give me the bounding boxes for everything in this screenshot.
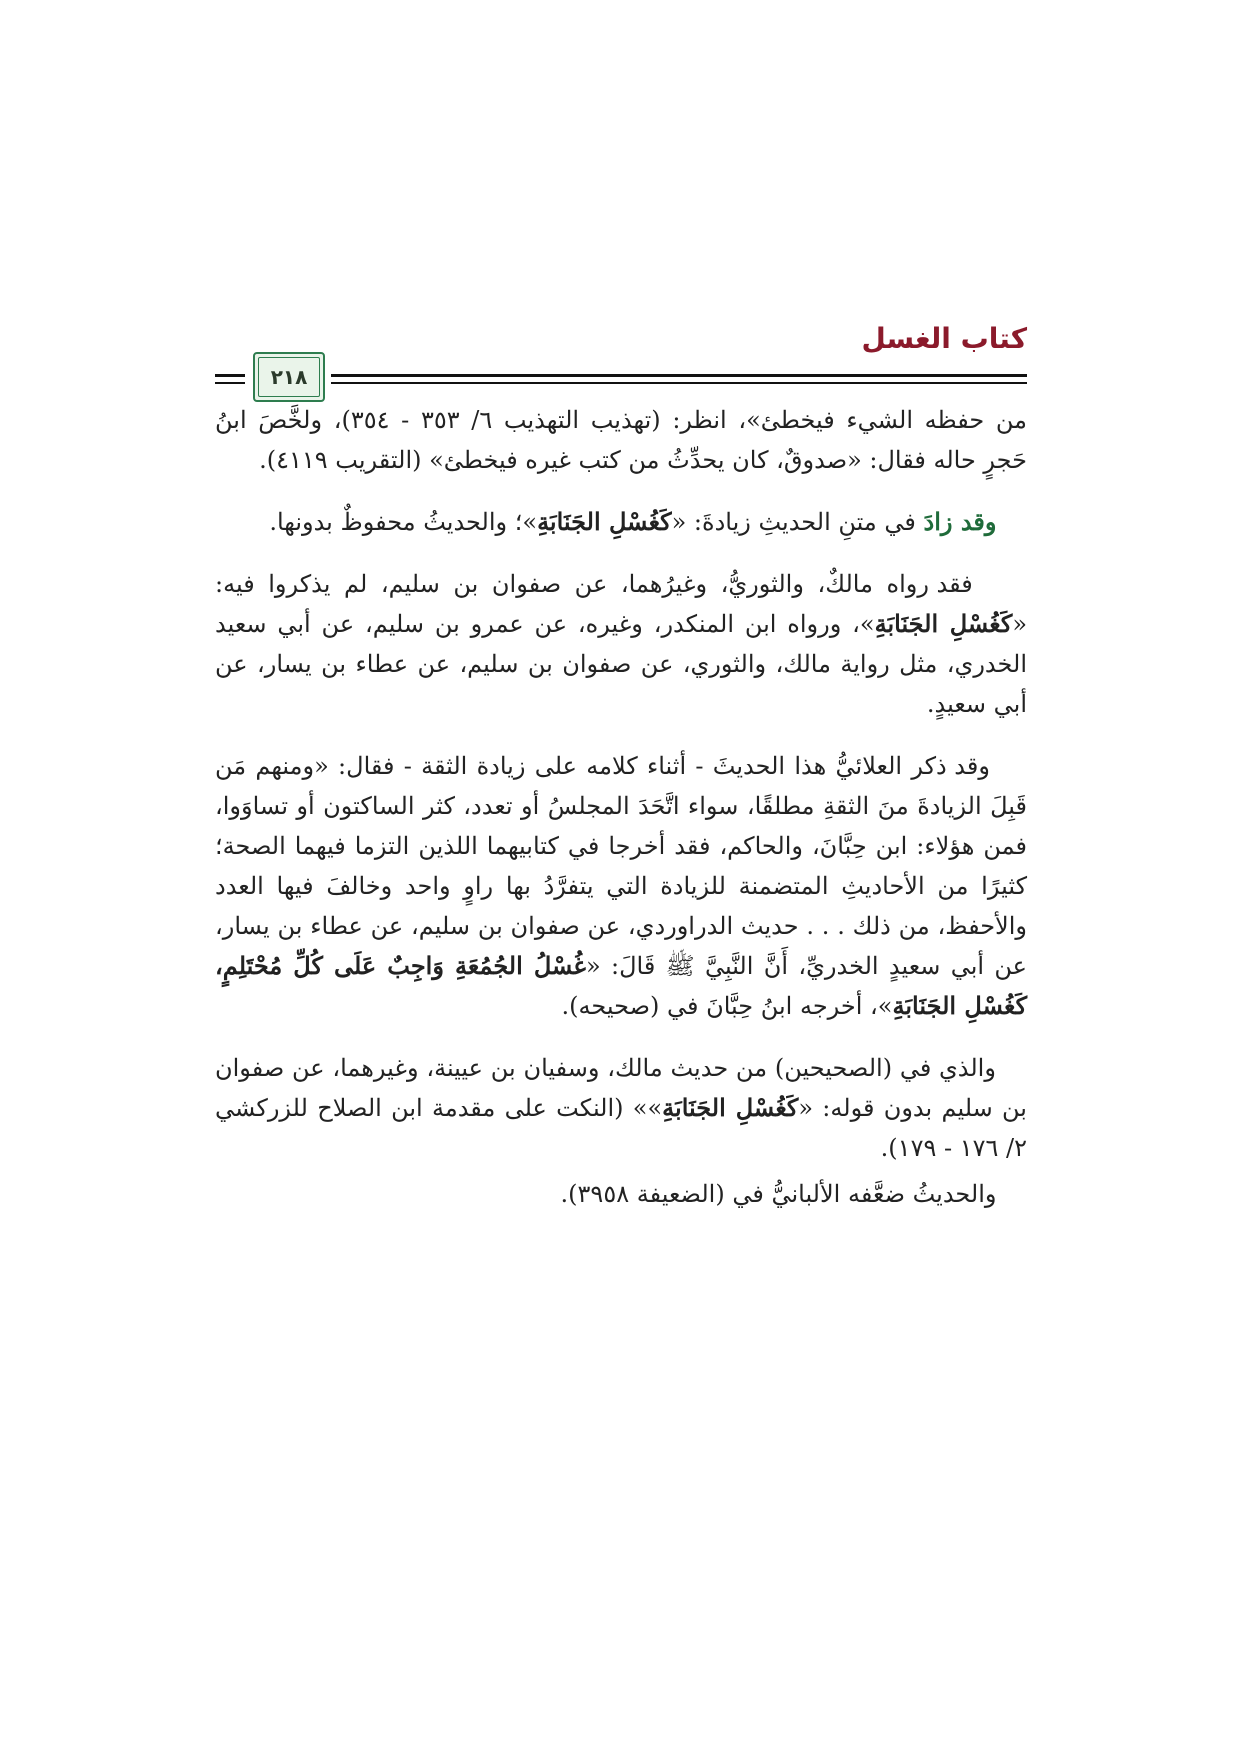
paragraph-text: وقد ذكر العلائيُّ هذا الحديثَ - أثناء كلامه على زيادة الثقة - فقال: «ومنهم مَن قَبِلَ الزيادةَ منَ الثقةِ مطلقًا، سواء اتَّحَدَ المجلسُ أو تعدد، كثر الساكتون أو تساوَوا، فمن هؤلاء: ابن حِبَّانَ، والحاكم، فقد أخرجا في كتابيهما اللذين التزما فيهما الصحة؛ كثيرًا من الأحاديثِ المتضمنة للزيادة التي يتفرَّدُ بها راوٍ واحد وخالفَ فيها العدد والأحفظ، من ذلك . . . حديث الدراوردي، عن صفوان بن سليم، عن عطاء بن يسار، عن أبي سعيدٍ الخدريِّ، أَنَّ النَّبِيَّ ﷺ قَالَ: « [215,752,1027,980]
paragraph-text: والحديثُ ضعَّفه الألبانيُّ في (الضعيفة ٣٩٥٨). [560,1180,997,1208]
paragraph [215,400,1027,480]
paragraph [215,502,1027,542]
header-rule [215,374,245,377]
paragraph-text: »، ورواه ابن المنكدر، وغيره، عن عمرو بن سليم، عن أبي سعيد الخدري، مثل رواية مالك، والثوري، عن صفوان بن سليم، عن عطاء بن يسار، عن أبي سعيدٍ. [215,610,1027,718]
hadith-quote: كَغُسْلِ الجَنَابَةِ [874,609,1013,638]
paragraph [215,746,1027,1026]
highlighted-phrase: وقد زادَ [923,507,997,536]
chapter-title: كتاب الغسل [861,322,1027,355]
paragraph-text: فقد رواه مالكٌ، والثوريُّ، وغيرُهما، عن صفوان بن سليم، لم يذكروا فيه: « [215,570,1027,638]
paragraph-text: في متنِ الحديثِ زيادةَ: « [671,508,924,536]
page-number: ٢١٨ [270,365,308,389]
page-number-badge [253,352,325,402]
paragraph-text: »؛ والحديثُ محفوظٌ بدونها. [269,508,538,536]
hadith-quote: كَغُسْلِ الجَنَابَةِ [537,507,672,536]
hadith-quote: كَغُسْلِ الجَنَابَةِ [662,1093,799,1122]
paragraph [215,1174,1027,1214]
paragraph-text: والذي في (الصحيحين) من حديث مالك، وسفيان بن عيينة، وغيرهما، عن صفوان بن سليم بدون قوله: « [215,1054,1027,1122]
paragraph [215,1048,1027,1168]
paragraph-text: من حفظه الشيء فيخطئ»، انظر: (تهذيب التهذيب ٦/ ٣٥٣ - ٣٥٤)، ولخَّصَ ابنُ حَجرٍ حاله فقال: «صدوقٌ، كان يحدِّثُ من كتب غيره فيخطئ» (التقريب ٤١١٩). [215,406,1027,474]
paragraph [215,564,1027,724]
header-rule [331,382,1027,384]
page-header [215,322,1027,390]
paragraph-text: »، أخرجه ابنُ حِبَّانَ في (صحيحه). [561,992,893,1020]
hadith-quote: غُسْلُ الجُمُعَةِ وَاجِبٌ عَلَى كُلِّ مُحْتَلِمٍ، كَغُسْلِ الجَنَابَةِ [215,951,1027,1020]
paragraph-text: »» (النكت على مقدمة ابن الصلاح للزركشي ٢/ ١٧٦ - ١٧٩). [215,1094,1027,1162]
header-rule [331,374,1027,377]
page-body [215,400,1027,1214]
header-rule [215,382,245,384]
